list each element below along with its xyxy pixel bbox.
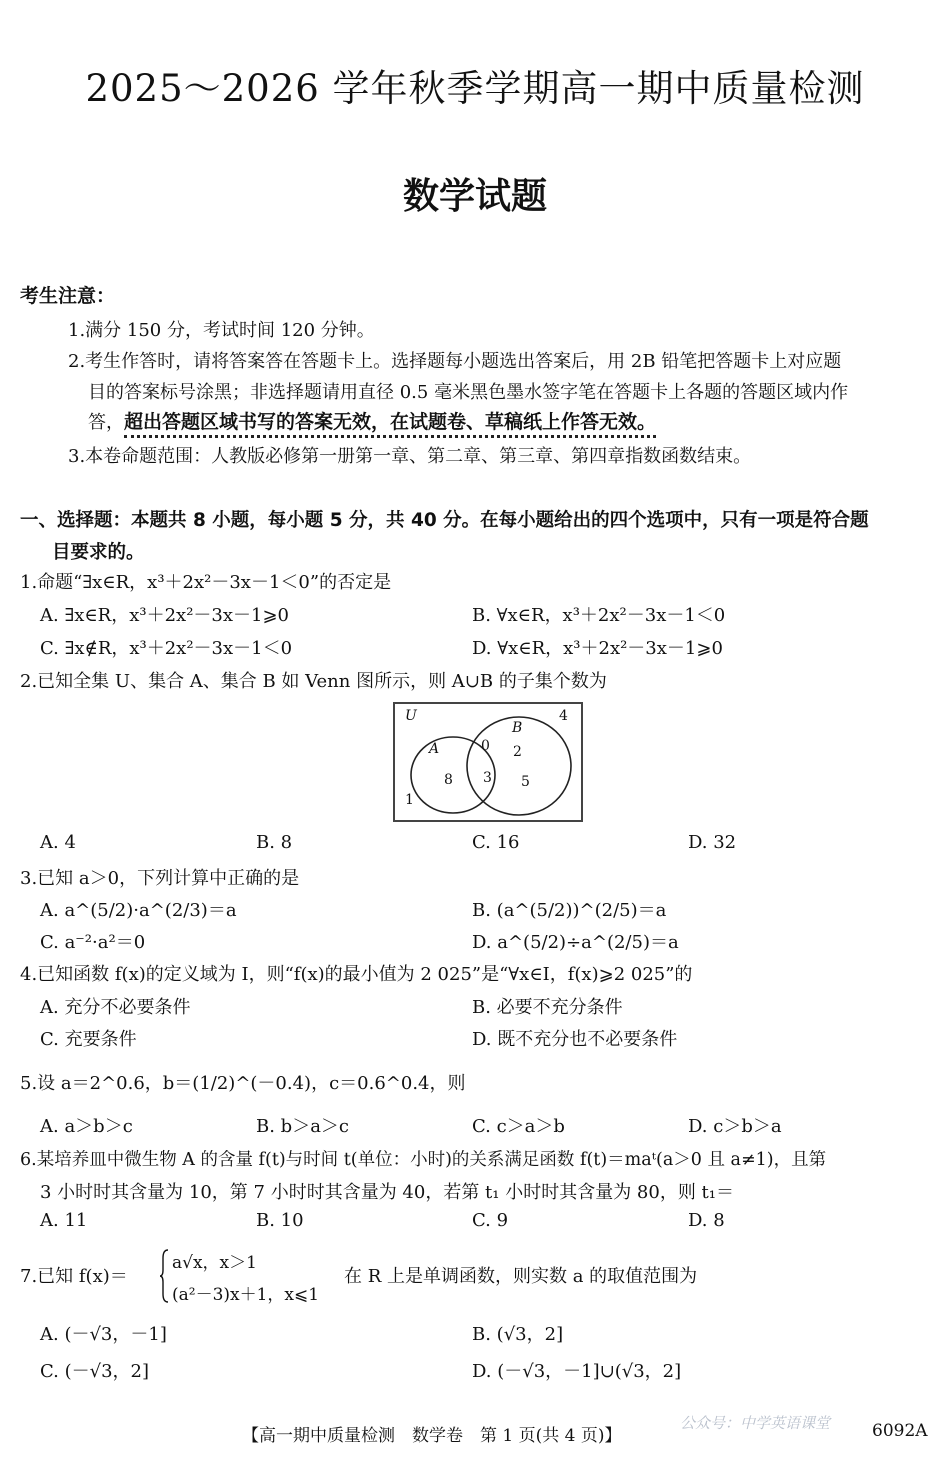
venn-number-2: 2	[513, 744, 522, 760]
section-1-heading: 一、选择题：本题共 8 小题，每小题 5 分，共 40 分。在每小题给出的四个选项中，只有一项是符合题	[20, 510, 869, 531]
q3-option-c: C. a⁻²·a²＝0	[40, 932, 146, 953]
q4-option-a: A. 充分不必要条件	[40, 997, 191, 1018]
notice-item-2-line-2: 目的答案标号涂黑；非选择题请用直径 0.5 毫米黑色墨水签字笔在答题卡上各题的答题区域内作	[88, 382, 849, 403]
q1-option-c: C. ∃x∉R，x³＋2x²－3x－1＜0	[40, 638, 293, 659]
venn-number-5: 5	[521, 774, 530, 790]
venn-diagram	[393, 702, 583, 822]
q4-option-c: C. 充要条件	[40, 1029, 137, 1050]
q7-option-c: C. (－√3，2]	[40, 1361, 149, 1382]
q5-option-b: B. b＞a＞c	[256, 1116, 350, 1137]
page-footer: 【高一期中质量检测 数学卷 第 1 页(共 4 页)】	[242, 1426, 622, 1446]
q1-option-b: B. ∀x∈R，x³＋2x²－3x－1＜0	[472, 605, 726, 626]
q2-stem: 2.已知全集 U、集合 A、集合 B 如 Venn 图所示，则 A∪B 的子集个数为	[20, 671, 607, 692]
q3-stem: 3.已知 a＞0，下列计算中正确的是	[20, 868, 300, 889]
q7-stem-post: 在 R 上是单调函数，则实数 a 的取值范围为	[344, 1266, 698, 1287]
notice-item-1: 1.满分 150 分，考试时间 120 分钟。	[68, 320, 375, 341]
venn-circles	[395, 704, 581, 820]
venn-number-3: 3	[483, 770, 492, 786]
q5-stem: 5.设 a＝2^0.6，b＝(1/2)^(－0.4)，c＝0.6^0.4，则	[20, 1073, 466, 1094]
venn-label-u: U	[405, 708, 417, 724]
q4-option-d: D. 既不充分也不必要条件	[472, 1029, 678, 1050]
venn-number-4: 4	[559, 708, 568, 724]
q7-case-2: (a²－3)x＋1，x⩽1	[172, 1285, 320, 1305]
q2-option-a: A. 4	[40, 832, 76, 853]
notice-item-2-line-3-pre: 答，	[88, 412, 124, 433]
notice-heading: 考生注意：	[20, 285, 116, 307]
q4-option-b: B. 必要不充分条件	[472, 997, 623, 1018]
q6-option-a: A. 11	[40, 1210, 88, 1231]
q7-case-1: a√x，x＞1	[172, 1253, 257, 1273]
q7-brace	[160, 1248, 168, 1304]
q2-option-d: D. 32	[688, 832, 737, 853]
q4-stem: 4.已知函数 f(x)的定义域为 I，则“f(x)的最小值为 2 025”是“∀x∈I，f(x)⩾2 025”的	[20, 964, 693, 985]
q6-stem-line-1: 6.某培养皿中微生物 A 的含量 f(t)与时间 t(单位：小时)的关系满足函数 f(t)＝maᵗ(a＞0 且 a≠1)，且第	[20, 1150, 827, 1170]
q5-option-c: C. c＞a＞b	[472, 1116, 565, 1137]
notice-item-2-line-1: 2.考生作答时，请将答案答在答题卡上。选择题每小题选出答案后，用 2B 铅笔把答题卡上对应题	[68, 351, 842, 372]
paper-code: 6092A	[872, 1421, 928, 1441]
exam-title: 2025～2026 学年秋季学期高一期中质量检测	[85, 67, 865, 110]
q6-option-b: B. 10	[256, 1210, 304, 1231]
notice-item-2-line-3	[88, 407, 656, 434]
venn-number-1: 1	[405, 792, 414, 808]
q5-option-a: A. a＞b＞c	[40, 1116, 133, 1137]
q7-option-d: D. (－√3，－1]∪(√3，2]	[472, 1361, 682, 1382]
subject-title: 数学试题	[402, 176, 547, 217]
notice-item-3: 3.本卷命题范围：人教版必修第一册第一章、第二章、第三章、第四章指数函数结束。	[68, 446, 752, 467]
notice-emphasis: 超出答题区域书写的答案无效，在试题卷、草稿纸上作答无效。	[124, 411, 656, 438]
q1-option-d: D. ∀x∈R，x³＋2x²－3x－1⩾0	[472, 638, 723, 659]
q7-option-a: A. (－√3，－1]	[40, 1324, 167, 1345]
q3-option-b: B. (a^(5/2))^(2/5)＝a	[472, 900, 667, 921]
section-1-heading-cont: 目要求的。	[52, 542, 145, 563]
q6-stem-line-2: 3 小时时其含量为 10，第 7 小时时其含量为 40，若第 t₁ 小时时其含量为 80，则 t₁＝	[40, 1182, 735, 1203]
venn-number-0: 0	[481, 738, 490, 754]
q3-option-d: D. a^(5/2)÷a^(2/5)＝a	[472, 932, 679, 953]
watermark: 公众号：中学英语课堂	[680, 1414, 831, 1432]
q6-option-d: D. 8	[688, 1210, 725, 1231]
q3-option-a: A. a^(5/2)·a^(2/3)＝a	[40, 900, 237, 921]
venn-number-8: 8	[444, 772, 453, 788]
q5-option-d: D. c＞b＞a	[688, 1116, 782, 1137]
venn-label-b: B	[512, 720, 523, 736]
brace-icon	[160, 1248, 170, 1304]
q7-stem-pre: 7.已知 f(x)＝	[20, 1266, 128, 1287]
q1-stem: 1.命题“∃x∈R，x³＋2x²－3x－1＜0”的否定是	[20, 572, 392, 593]
q2-option-b: B. 8	[256, 832, 293, 853]
venn-label-a: A	[429, 741, 440, 757]
q2-option-c: C. 16	[472, 832, 520, 853]
q6-option-c: C. 9	[472, 1210, 509, 1231]
q1-option-a: A. ∃x∈R，x³＋2x²－3x－1⩾0	[40, 605, 290, 626]
q7-option-b: B. (√3，2]	[472, 1324, 564, 1345]
